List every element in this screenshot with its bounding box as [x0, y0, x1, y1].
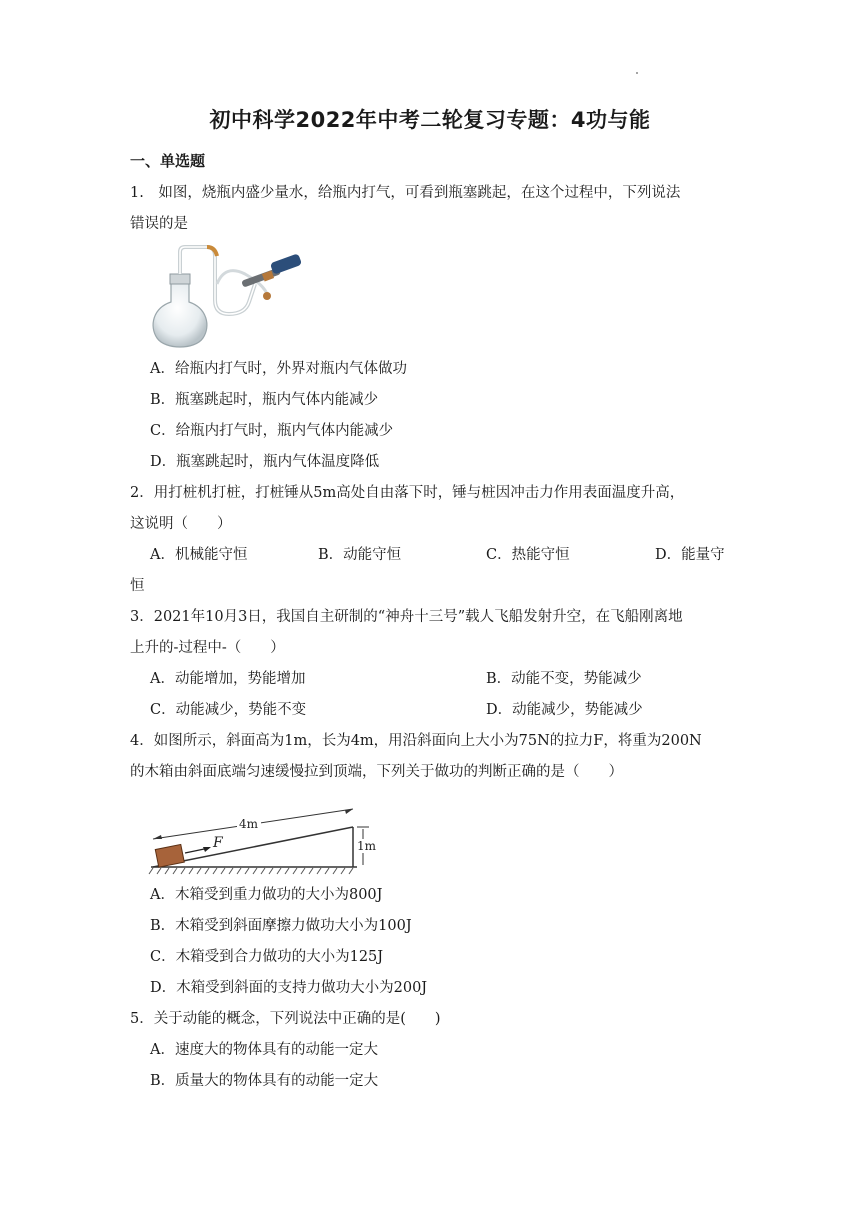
q3-stem-line1: 3．2021年10月3日，我国自主研制的“神舟十三号”载人飞船发射升空，在飞船刚离地 — [130, 609, 683, 625]
q3-option-d: D．动能减少，势能减少 — [486, 702, 643, 718]
q2-option-d-wrap: 恒 — [130, 578, 145, 594]
q1-option-a: A．给瓶内打气时，外界对瓶内气体做功 — [150, 361, 407, 377]
q4-stem-line2: 的木箱由斜面底端匀速缓慢拉到顶端，下列关于做功的判断正确的是（ ） — [130, 764, 623, 780]
q1-option-b: B．瓶塞跳起时，瓶内气体内能减少 — [150, 392, 379, 408]
q2-option-a: A．机械能守恒 — [150, 547, 248, 563]
q4-stem-line1: 4．如图所示，斜面高为1m，长为4m，用沿斜面向上大小为75N的拉力F，将重为200N — [130, 733, 702, 749]
q2-stem-line2: 这说明（ ） — [130, 516, 232, 532]
q5-option-a: A．速度大的物体具有的动能一定大 — [150, 1042, 378, 1058]
q1-option-d: D．瓶塞跳起时，瓶内气体温度降低 — [150, 454, 380, 470]
section-heading: 一、单选题 — [130, 152, 206, 170]
q4-option-b: B．木箱受到斜面摩擦力做功大小为100J — [150, 918, 412, 934]
q2-option-d: D．能量守 — [655, 547, 725, 563]
q3-stem-line2: 上升的-过程中-（ ） — [130, 640, 285, 656]
q1-option-c: C．给瓶内打气时，瓶内气体内能减少 — [150, 423, 394, 439]
q3-option-a: A．动能增加，势能增加 — [150, 671, 306, 687]
incline-length-label: 4m — [239, 817, 259, 831]
q3-option-c: C．动能减少，势能不变 — [150, 702, 307, 718]
q4-option-c: C．木箱受到合力做功的大小为125J — [150, 949, 384, 965]
q4-option-a: A．木箱受到重力做功的大小为800J — [150, 887, 383, 903]
q5-stem-line1: 5．关于动能的概念，下列说法中正确的是( ) — [130, 1011, 441, 1027]
q4-option-d: D．木箱受到斜面的支持力做功大小为200J — [150, 980, 428, 996]
incline-figure — [145, 805, 385, 877]
q1-stem-line1: 1. 如图，烧瓶内盛少量水，给瓶内打气，可看到瓶塞跳起，在这个过程中，下列说法 — [130, 185, 681, 201]
incline-height-label: 1m — [357, 839, 377, 853]
corner-dot — [636, 72, 638, 74]
page-title: 初中科学2022年中考二轮复习专题：4功与能 — [209, 108, 651, 132]
q1-stem-line2: 错误的是 — [130, 216, 188, 232]
q2-option-c: C．热能守恒 — [486, 547, 570, 563]
q2-stem-line1: 2．用打桩机打桩，打桩锤从5m高处自由落下时，锤与桩因冲击力作用表面温度升高， — [130, 485, 685, 501]
flask-pump-figure — [145, 244, 305, 354]
force-label: F — [213, 835, 223, 851]
q3-option-b: B．动能不变，势能减少 — [486, 671, 642, 687]
q5-option-b: B．质量大的物体具有的动能一定大 — [150, 1073, 379, 1089]
q2-option-b: B．动能守恒 — [318, 547, 402, 563]
